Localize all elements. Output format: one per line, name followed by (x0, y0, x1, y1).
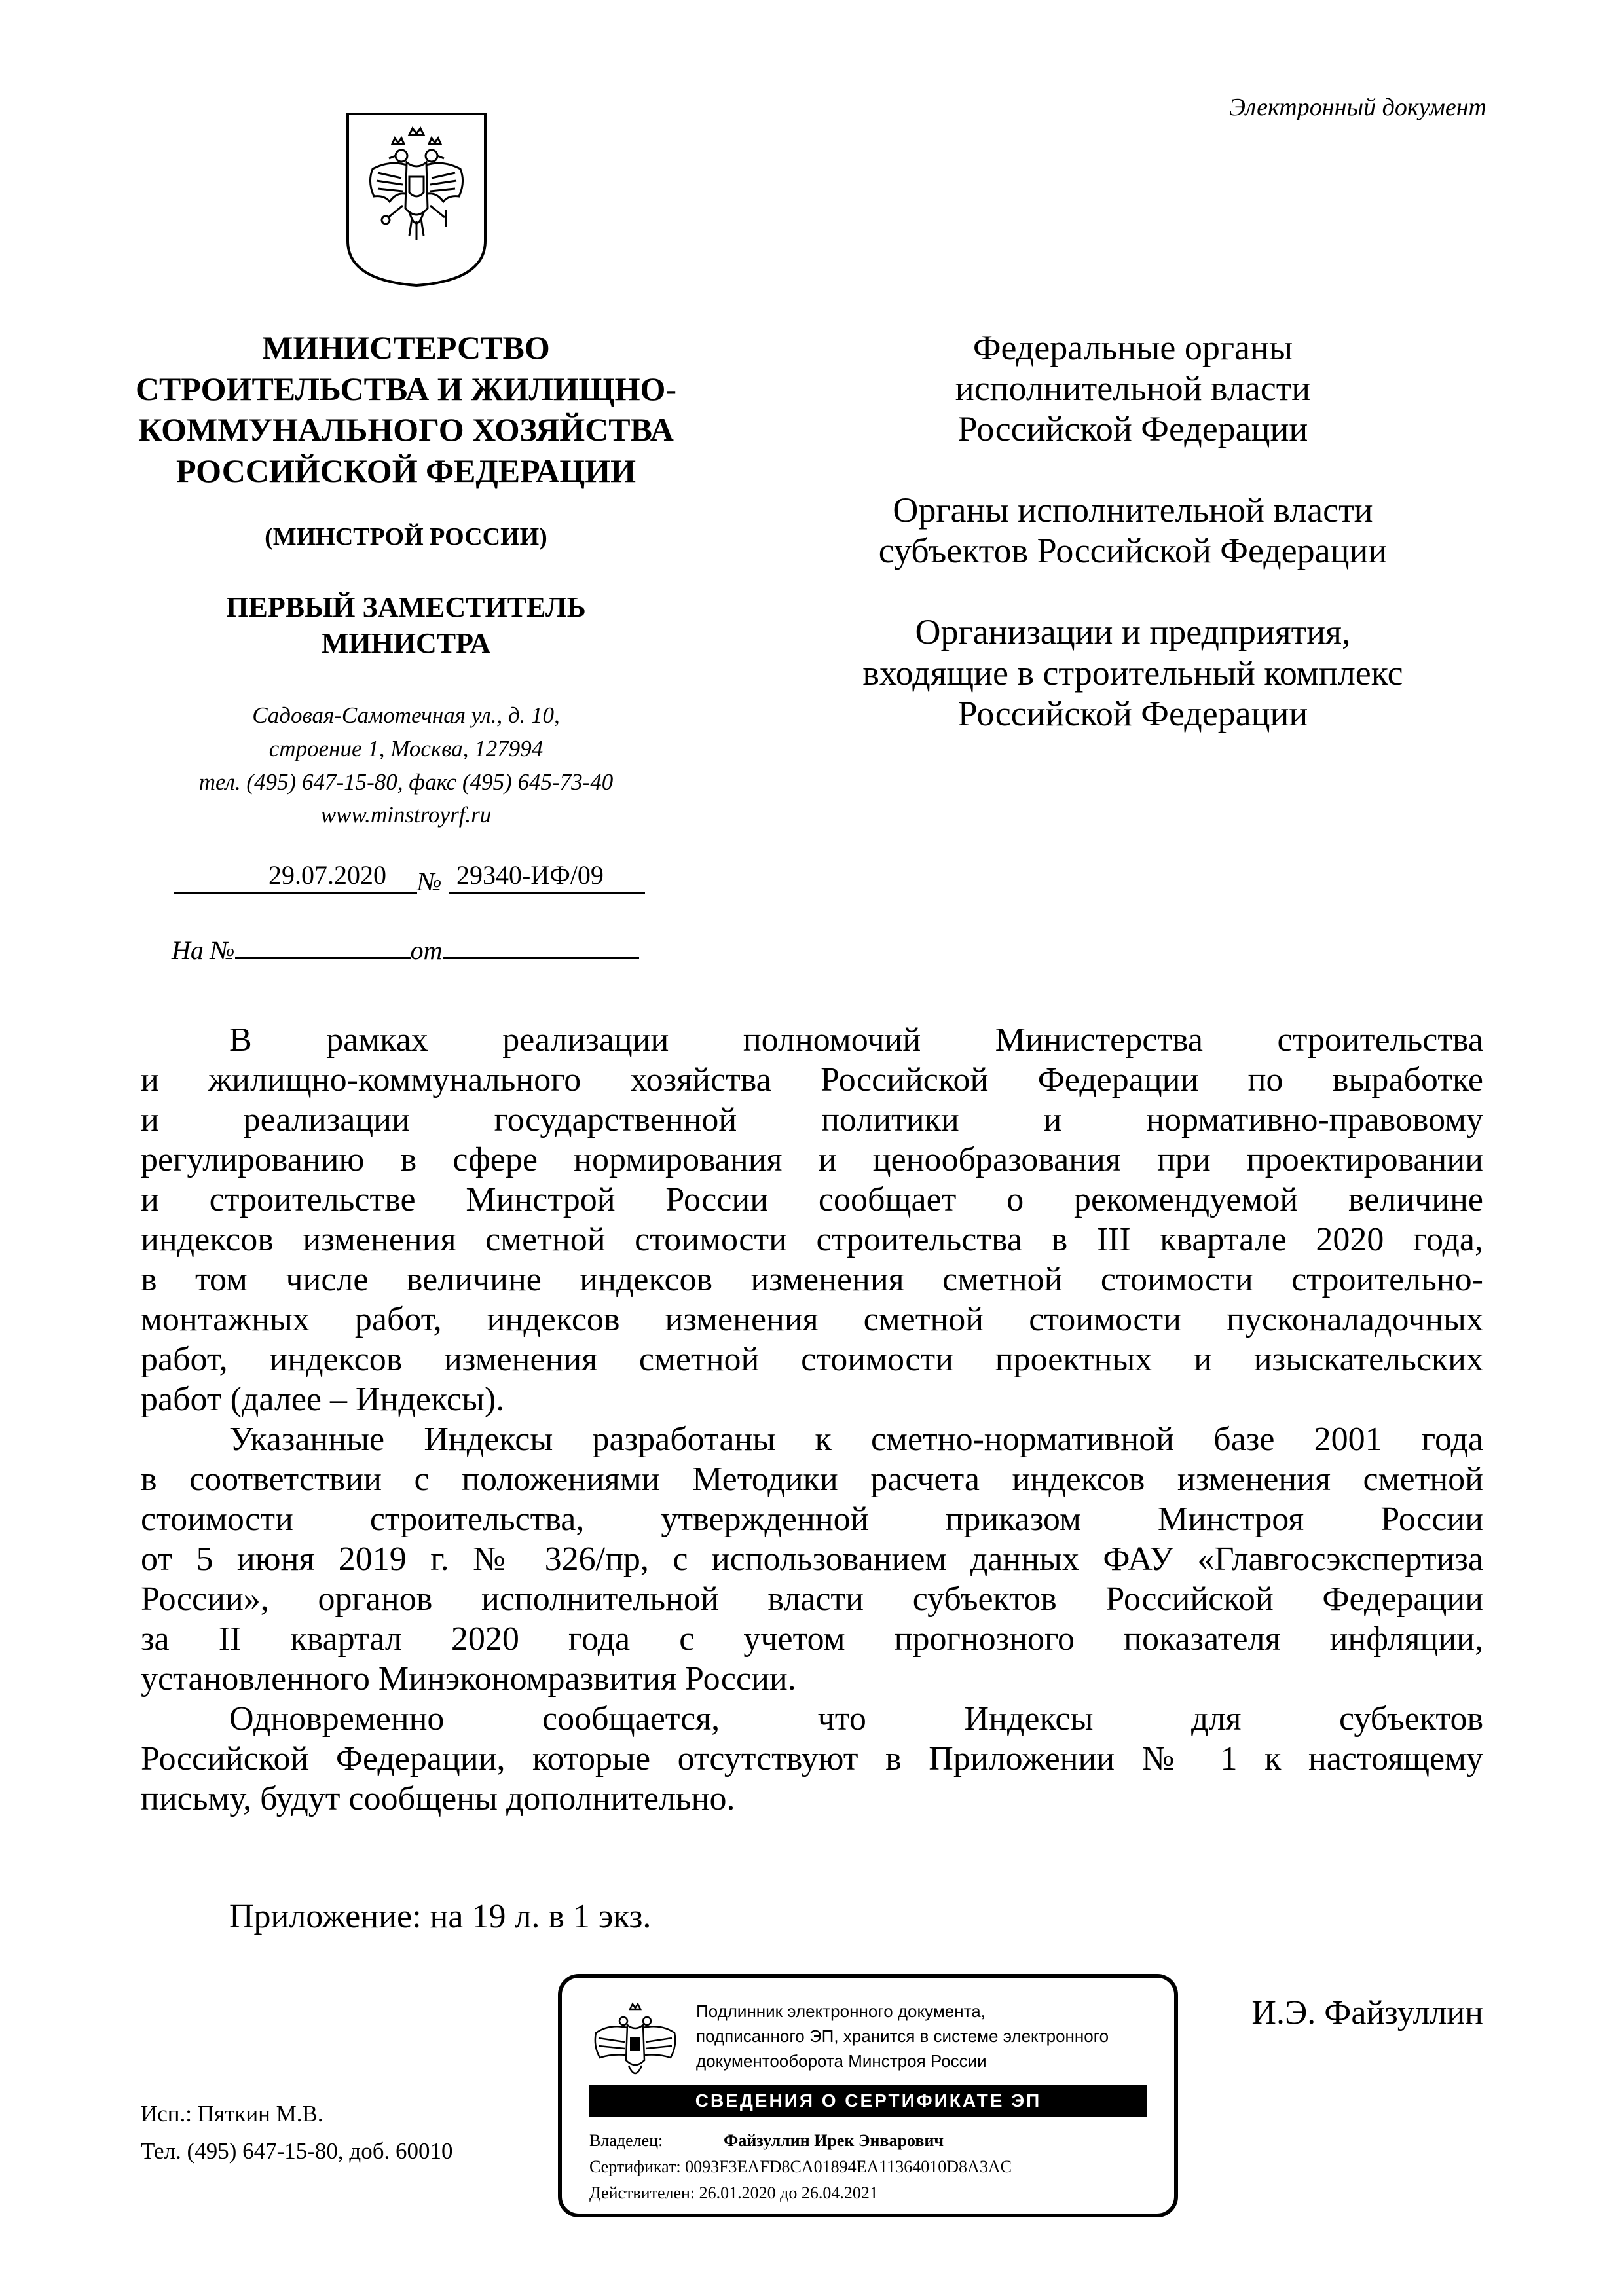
number-sign: № (417, 867, 442, 896)
certificate-header: СВЕДЕНИЯ О СЕРТИФИКАТЕ ЭП (589, 2085, 1147, 2117)
ministry-address: Садовая-Самотечная ул., д. 10, строение 1, Москва, 127994 тел. (495) 647-15-80, факс (495) 645-73-40 www.minstroyrf.ru (198, 702, 614, 828)
document-type-label: Электронный документ (1229, 94, 1486, 121)
executor-info: Исп.: Пяткин М.В. Тел. (495) 647-15-80, доб. 60010 (141, 2101, 453, 2164)
electronic-signature-stamp (558, 1974, 1178, 2217)
recipient-federal: Федеральные органы исполнительной власти Российской Федерации (955, 328, 1311, 449)
reference-line: На № от (172, 931, 639, 966)
certificate-owner-row: Владелец: Файзуллин Ирек Энварович (589, 2131, 944, 2150)
recipient-organizations: Организации и предприятия, входящие в строительный комплекс Российской Федерации (862, 612, 1403, 733)
letter-body (141, 1020, 1483, 1819)
stamp-notice: Подлинник электронного документа, подписанного ЭП, хранится в системе электронного документооборота Минстроя России (696, 2001, 1109, 2071)
body-paragraph-1: В рамках реализации полномочий Министерства строительства и жилищно-коммунального хозяйства Российской Федерации по выработке и реализации государственной политики и нормативно-правовому регулированию в сфере нормирования и ценообразования при проектировании и строительстве Минстрой России сообщает о рекомендуемой величине индексов изменения сметной стоимости строительства в III квартале 2020 года, в том числе величине индексов изменения сметной стоимости строительно- монтажных работ, индексов изменения сметной стоимости пусконаладочных работ, индексов изменения сметной стоимости проектных и изыскательских работ (далее – Индексы). (141, 1021, 1483, 1418)
certificate-number-row: Сертификат: 0093F3EAFD8CA01894EA11364010D8A3AC (589, 2157, 1012, 2176)
body-paragraph-2: Указанные Индексы разработаны к сметно-нормативной базе 2001 года в соответствии с положениями Методики расчета индексов изменения сметной стоимости строительства, утвержденной приказом Минстроя России от 5 июня 2019 г. № 326/пр, с использованием данных ФАУ «Главгосэкспертиза России», органов исполнительной власти субъектов Российской Федерации за II квартал 2020 года с учетом прогнозного показателя инфляции, установленного Минэкономразвития России. (141, 1421, 1483, 1698)
russian-coat-of-arms-icon (344, 110, 489, 288)
recipients (805, 327, 1460, 774)
recipient-regional: Органы исполнительной власти субъектов Российской Федерации (878, 490, 1388, 571)
stamp-emblem-icon (589, 1997, 681, 2089)
ministry-name: МИНИСТЕРСТВО СТРОИТЕЛЬСТВА И ЖИЛИЩНО- КОММУНАЛЬНОГО ХОЗЯЙСТВА РОССИЙСКОЙ ФЕДЕРАЦИИ (135, 329, 677, 489)
ministry-short-name: (МИНСТРОЙ РОССИИ) (265, 523, 547, 551)
attachment-note: Приложение: на 19 л. в 1 экз. (229, 1898, 652, 1935)
certificate-validity-row: Действителен: 26.01.2020 до 26.04.2021 (589, 2183, 878, 2202)
registration-date: 29.07.2020 (268, 860, 386, 890)
sender-position: ПЕРВЫЙ ЗАМЕСТИТЕЛЬ МИНИСТРА (226, 591, 586, 659)
body-paragraph-3: Одновременно сообщается, что Индексы для субъектов Российской Федерации, которые отсутствуют в Приложении № 1 к настоящему письму, будут сообщены дополнительно. (141, 1700, 1483, 1817)
signer-name: И.Э. Файзуллин (1251, 1994, 1483, 2032)
registration-line (174, 852, 645, 900)
registration-number: 29340-ИФ/09 (456, 860, 604, 890)
